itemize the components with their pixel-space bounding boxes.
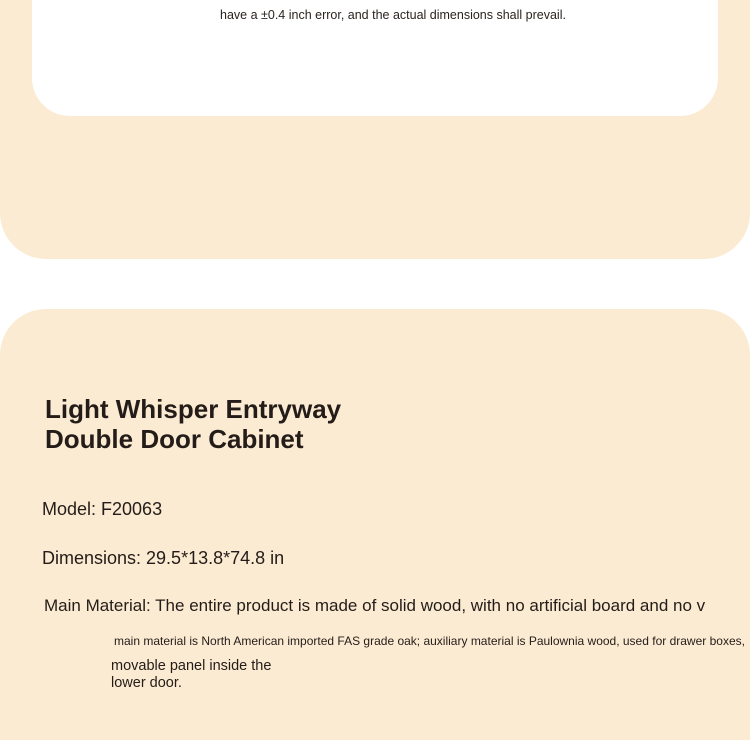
product-dimensions: Dimensions: 29.5*13.8*74.8 in xyxy=(42,548,285,568)
material-detail: main material is North American imported FAS grade oak; auxiliary material is Paulownia wood, used for drawer boxes, xyxy=(114,634,745,648)
top-background-panel xyxy=(0,0,750,259)
product-info-panel xyxy=(0,309,750,740)
product-main-material: Main Material: The entire product is made of solid wood, with no artificial board and no v xyxy=(44,596,706,615)
material-detail-continued: movable panel inside the lower door. xyxy=(111,658,272,691)
note-card xyxy=(32,0,718,116)
product-model: Model: F20063 xyxy=(42,499,163,519)
product-title: Light Whisper Entryway Double Door Cabinet xyxy=(45,394,342,454)
measurement-note-line2: have a ±0.4 inch error, and the actual dimensions shall prevail. xyxy=(220,8,566,22)
